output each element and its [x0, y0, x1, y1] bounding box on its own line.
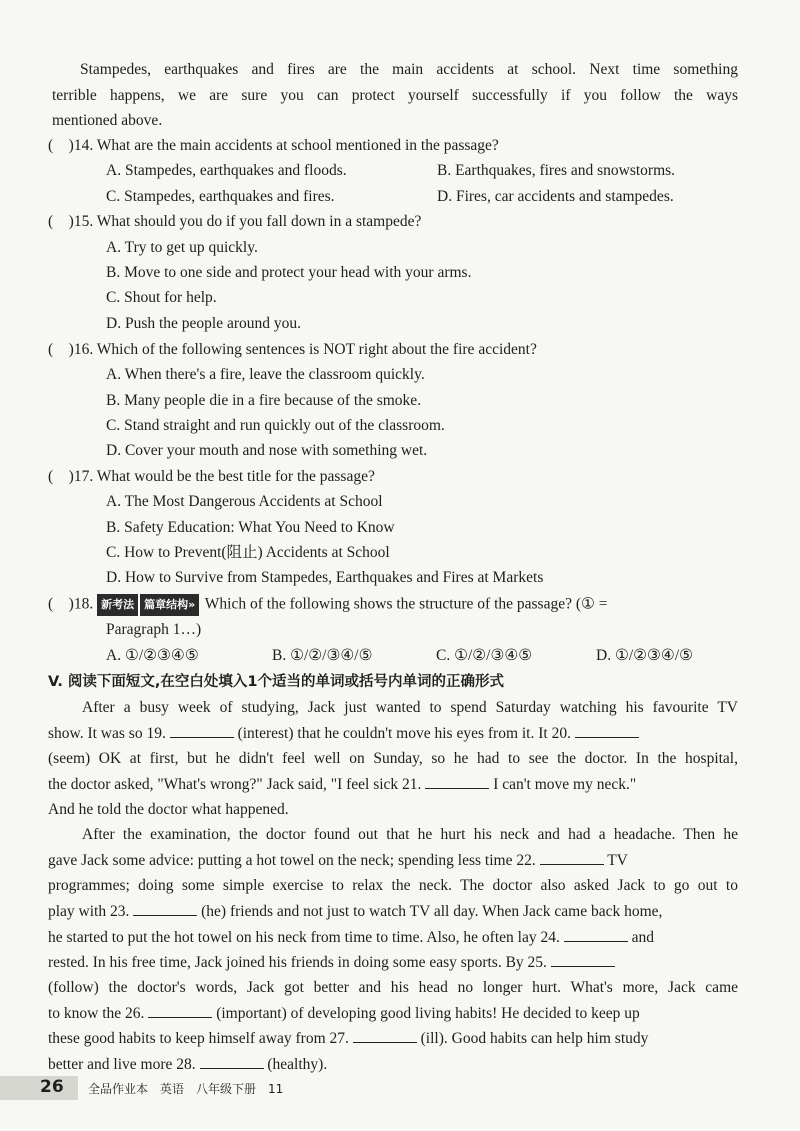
cloze-line: (seem) OK at first, but he didn't feel well on Sunday, so he had to see the doctor. In the hospital,	[48, 750, 738, 767]
cloze-line: rested. In his free time, Jack joined his friends in doing some easy sports. By 25.	[48, 952, 615, 973]
book-title: 全品作业本 英语 八年级下册 11	[88, 1082, 284, 1096]
passage-line: terrible happens, we are sure you can protect yourself successfully if you follow the ways	[52, 87, 738, 104]
question-17-stem: ( )17. What would be the best title for the passage?	[48, 468, 375, 485]
q15-option-d: D. Push the people around you.	[106, 315, 302, 332]
cloze-line: to know the 26. (important) of developing good living habits! He decided to keep up	[48, 1005, 640, 1022]
blank-28[interactable]	[200, 1054, 264, 1069]
page-footer	[0, 1076, 800, 1102]
question-15-stem: ( )15. What should you do if you fall down in a stampede?	[48, 213, 422, 230]
q17-option-a: A. The Most Dangerous Accidents at School	[106, 493, 383, 510]
q15-option-b: B. Move to one side and protect your head with your arms.	[106, 264, 472, 281]
cloze-line: And he told the doctor what happened.	[48, 801, 289, 818]
question-18-stem	[48, 594, 608, 616]
structure-tag: 篇章结构»	[140, 594, 199, 616]
q14-option-d: D. Fires, car accidents and stampedes.	[437, 188, 674, 205]
cloze-line: better and live more 28. (healthy).	[48, 1056, 328, 1073]
blank-21[interactable]	[425, 774, 489, 789]
q14-option-c: C. Stampedes, earthquakes and fires.	[106, 188, 335, 205]
q14-option-b: B. Earthquakes, fires and snowstorms.	[437, 162, 676, 179]
blank-24[interactable]	[564, 927, 628, 942]
cloze-line: (follow) the doctor's words, Jack got better and his head no longer hurt. What's more, Jack came	[48, 979, 738, 996]
passage-line: Stampedes, earthquakes and fires are the main accidents at school. Next time something	[80, 61, 738, 78]
q17-option-c: C. How to Prevent(阻止) Accidents at School	[106, 544, 390, 561]
q18-option-d: D. ①/②③④/⑤	[596, 647, 694, 664]
blank-27[interactable]	[353, 1028, 417, 1043]
blank-22[interactable]	[540, 850, 604, 865]
blank-23[interactable]	[133, 901, 197, 916]
blank-19[interactable]	[170, 723, 234, 738]
question-18-stem-cont: Paragraph 1…)	[106, 621, 202, 638]
cloze-line: these good habits to keep himself away from 27. (ill). Good habits can help him study	[48, 1030, 649, 1047]
section-5-heading: V. 阅读下面短文,在空白处填入1个适当的单词或括号内单词的正确形式	[48, 674, 505, 690]
cloze-line: the doctor asked, "What's wrong?" Jack said, "I feel sick 21. I can't move my neck."	[48, 776, 637, 793]
q18-option-a: A. ①/②③④⑤	[106, 647, 199, 664]
question-text: Which of the following shows the structure of the passage? (① =	[204, 595, 608, 613]
q16-option-c: C. Stand straight and run quickly out of the classroom.	[106, 417, 445, 434]
q15-option-c: C. Shout for help.	[106, 289, 217, 306]
cloze-line: After the examination, the doctor found out that he hurt his neck and had a headache. Then he	[82, 826, 738, 843]
passage-line: mentioned above.	[52, 112, 163, 129]
cloze-line: show. It was so 19. (interest) that he couldn't move his eyes from it. It 20.	[48, 723, 639, 744]
cloze-line: gave Jack some advice: putting a hot towel on the neck; spending less time 22. TV	[48, 852, 628, 869]
page-number: 26	[40, 1077, 64, 1097]
q18-option-c: C. ①/②/③④⑤	[436, 647, 533, 664]
cloze-line: play with 23. (he) friends and not just to watch TV all day. When Jack came back home,	[48, 903, 663, 920]
question-16-stem: ( )16. Which of the following sentences is NOT right about the fire accident?	[48, 341, 537, 358]
q16-option-b: B. Many people die in a fire because of the smoke.	[106, 392, 422, 409]
question-number: ( )18.	[48, 595, 94, 613]
new-method-tag: 新考法	[97, 594, 138, 616]
q14-option-a: A. Stampedes, earthquakes and floods.	[106, 162, 347, 179]
blank-26[interactable]	[148, 1003, 212, 1018]
question-14-stem: ( )14. What are the main accidents at school mentioned in the passage?	[48, 137, 499, 154]
q16-option-d: D. Cover your mouth and nose with something wet.	[106, 442, 428, 459]
blank-20[interactable]	[575, 723, 639, 738]
cloze-line: After a busy week of studying, Jack just wanted to spend Saturday watching his favourite TV	[82, 699, 738, 716]
q17-option-b: B. Safety Education: What You Need to Know	[106, 519, 395, 536]
q16-option-a: A. When there's a fire, leave the classroom quickly.	[106, 366, 425, 383]
blank-25[interactable]	[551, 952, 615, 967]
q17-option-d: D. How to Survive from Stampedes, Earthquakes and Fires at Markets	[106, 569, 544, 586]
cloze-line: he started to put the hot towel on his neck from time to time. Also, he often lay 24. and	[48, 929, 654, 946]
q15-option-a: A. Try to get up quickly.	[106, 239, 258, 256]
cloze-line: programmes; doing some simple exercise to relax the neck. The doctor also asked Jack to go out to	[48, 877, 738, 894]
page-number-box	[0, 1076, 78, 1100]
q18-option-b: B. ①/②/③④/⑤	[272, 647, 373, 664]
